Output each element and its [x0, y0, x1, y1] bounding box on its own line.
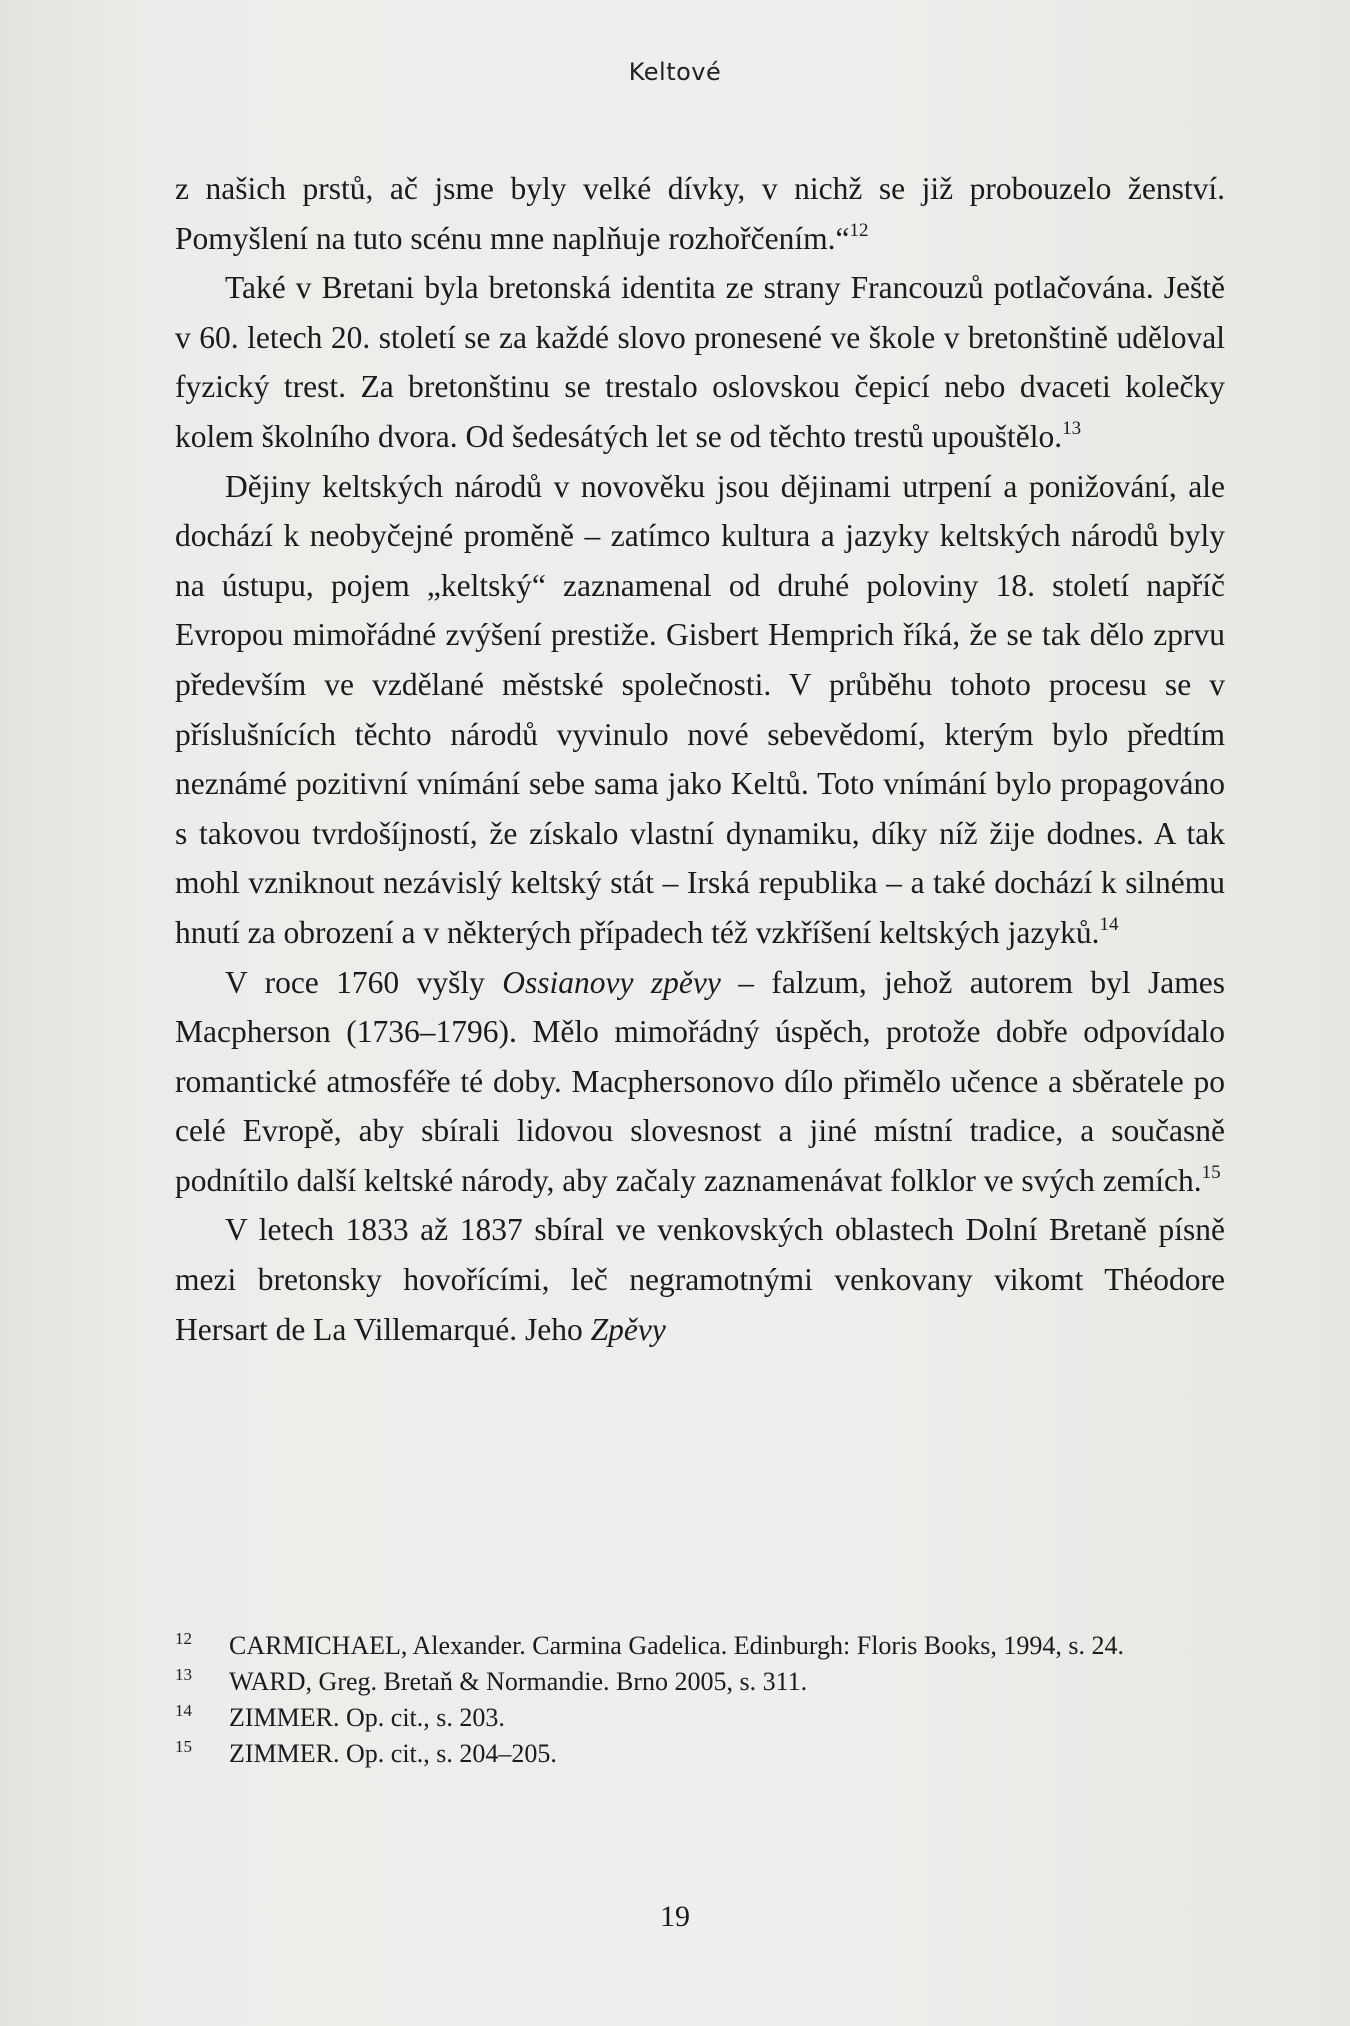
book-title-italic: Zpěvy	[590, 1311, 666, 1347]
paragraph-text: z našich prstů, ač jsme byly velké dívky, v nichž se již probouzelo ženství. Pomyšlení na tuto scénu mne naplňuje rozhořčením.“	[175, 171, 1225, 256]
footnote-number: 13	[175, 1665, 192, 1684]
footnote	[175, 1664, 1225, 1700]
paragraph-text: Také v Bretani byla bretonská identita ze strany Francouzů potlačována. Ještě v 60. letech 20. století se za každé slovo pronesené ve škole v bretonštině uděloval fyzický trest. Za bretonštinu se trestalo oslovskou čepicí nebo dvaceti kolečky kolem školního dvora. Od šedesátých let se od těchto trestů upouštělo.	[175, 270, 1225, 454]
page-number: 19	[660, 1900, 690, 1933]
footnote	[175, 1736, 1225, 1772]
footnote-text: CARMICHAEL, Alexander. Carmina Gadelica. Edinburgh: Floris Books, 1994, s. 24.	[229, 1631, 1124, 1660]
footnotes	[175, 1628, 1225, 1772]
book-title-italic: Ossianovy zpěvy	[502, 964, 721, 1000]
footnote-text: ZIMMER. Op. cit., s. 203.	[229, 1703, 505, 1732]
footnote-text: WARD, Greg. Bretaň & Normandie. Brno 2005, s. 311.	[229, 1667, 808, 1696]
paragraph-text: Dějiny keltských národů v novověku jsou dějinami utrpení a ponižování, ale dochází k neobyčejné proměně – zatímco kultura a jazyky keltských národů byly na ústupu, pojem „keltský“ zaznamenal od druhé poloviny 18. století napříč Evropou mimořádné zvýšení prestiže. Gisbert Hemprich říká, že se tak dělo zprvu především ve vzdělané městské společnosti. V průběhu tohoto procesu se v příslušnících těchto národů vyvinulo nové sebevědomí, kterým bylo předtím neznámé pozitivní vnímání sebe sama jako Keltů. Toto vnímání bylo propagováno s takovou tvrdošíjností, že získalo vlastní dynamiku, díky níž žije dodnes. A tak mohl vzniknout nezávislý keltský stát – Irská republika – a také dochází k silnému hnutí za obrození a v některých případech též vzkříšení keltských jazyků.	[175, 468, 1225, 950]
body-text	[175, 164, 1225, 1354]
footnote-ref-14: 14	[1099, 913, 1119, 935]
footnote-number: 12	[175, 1629, 192, 1648]
footnote-text: ZIMMER. Op. cit., s. 204–205.	[229, 1739, 557, 1768]
paragraph-1	[175, 164, 1225, 263]
footnote-ref-12: 12	[849, 219, 869, 241]
footnote	[175, 1700, 1225, 1736]
footnote-ref-13: 13	[1062, 417, 1082, 439]
paragraph-text: V roce 1760 vyšly	[225, 964, 503, 1000]
paragraph-text: – falzum, jehož autorem byl James Macpherson (1736–1796). Mělo mimořádný úspěch, protože dobře odpovídalo romantické atmosféře té doby. Macphersonovo dílo přimělo učence a sběratele po celé Evropě, aby sbírali lidovou slovesnost a jiné místní tradice, a současně podnítilo další keltské národy, aby začaly zaznamenávat folklor ve svých zemích.	[175, 964, 1225, 1198]
paragraph-4	[175, 958, 1225, 1206]
footnote-number: 15	[175, 1737, 192, 1756]
running-head: Keltové	[628, 58, 722, 86]
footnote-ref-15: 15	[1201, 1161, 1221, 1183]
paragraph-text: V letech 1833 až 1837 sbíral ve venkovských oblastech Dolní Bretaně písně mezi bretonsky hovořícími, leč negramotnými venkovany vikomt Théodore Hersart de La Villemarqué. Jeho	[175, 1212, 1225, 1347]
footnote	[175, 1628, 1225, 1664]
paragraph-3	[175, 462, 1225, 958]
paragraph-2	[175, 263, 1225, 461]
footnote-number: 14	[175, 1701, 192, 1720]
paragraph-5	[175, 1205, 1225, 1354]
